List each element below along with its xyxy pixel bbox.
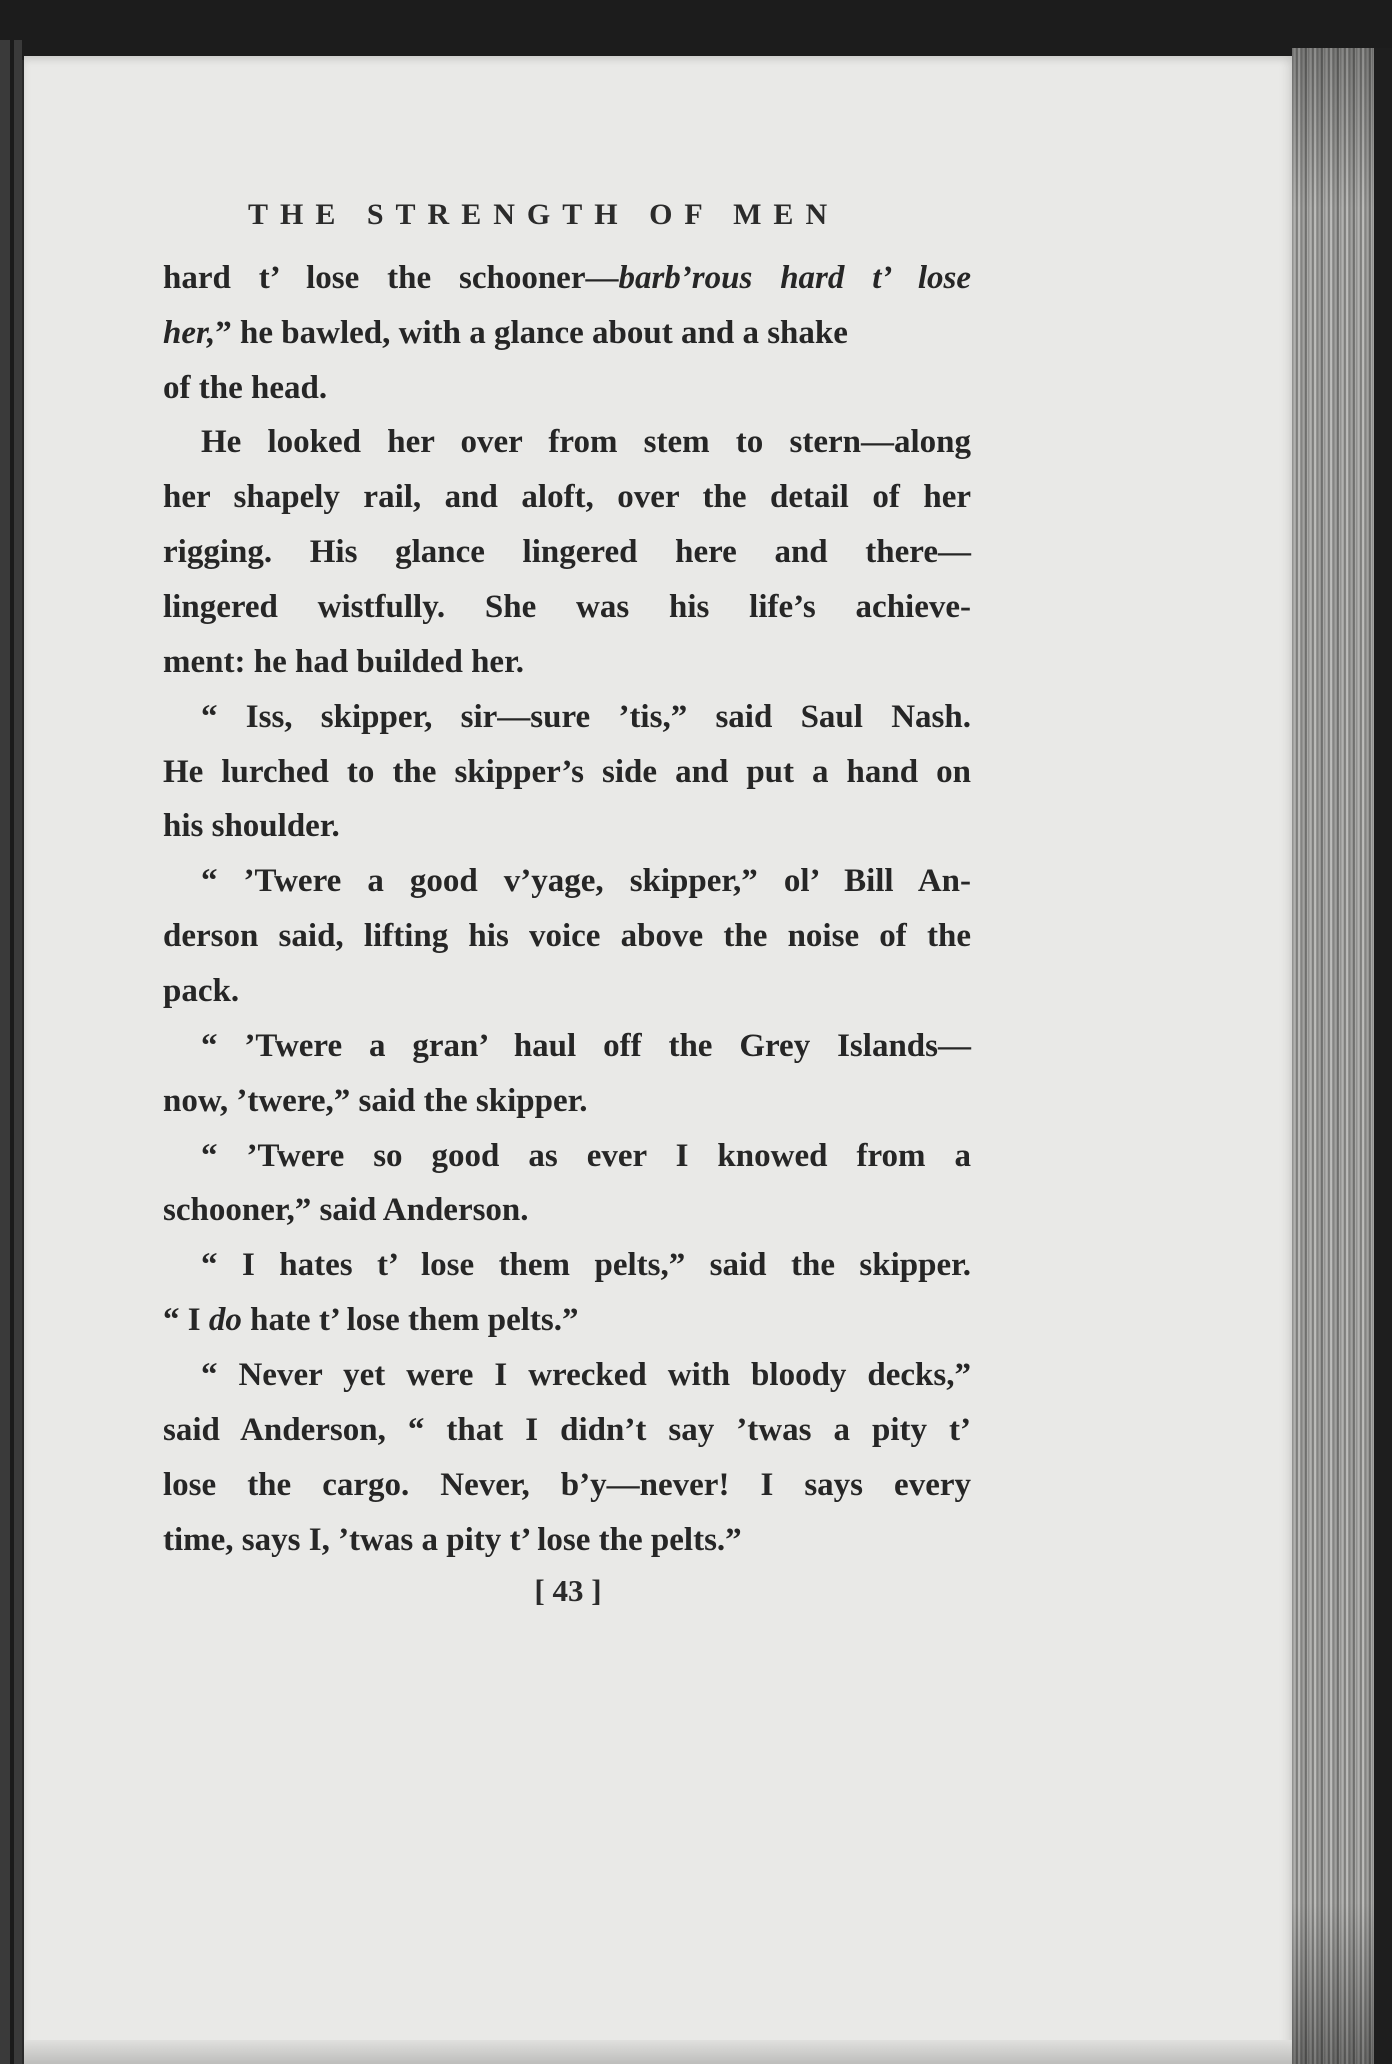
text-run: “ ’Twere a gran’ haul off the Grey Islands—: [201, 1028, 971, 1064]
running-head: THE STRENGTH OF MEN: [248, 198, 840, 231]
text-line: [201, 697, 971, 737]
text-line: [201, 1136, 971, 1176]
text-line: [163, 971, 971, 1011]
text-run: lingered wistfully. She was his life’s achieve-: [163, 589, 971, 625]
text-run: “ ’Twere a good v’yage, skipper,” ol’ Bill An-: [201, 863, 971, 899]
text-run: “ Never yet were I wrecked with bloody decks,”: [201, 1357, 971, 1393]
text-line: [163, 916, 971, 956]
page-bottom-edge: [24, 2040, 1294, 2064]
text-run: He looked her over from stem to stern—along: [201, 424, 971, 460]
text-line: [201, 422, 971, 462]
text-line: [163, 752, 971, 792]
text-line: [201, 1245, 971, 1285]
text-line: [163, 1520, 971, 1560]
text-run: hate t’ lose them pelts.”: [241, 1302, 579, 1338]
page-fore-edge: [1292, 48, 1392, 2064]
text-line: [163, 368, 971, 408]
text-line: [201, 1355, 971, 1395]
text-line: [163, 1190, 971, 1230]
text-run: now, ’twere,” said the skipper.: [163, 1083, 588, 1119]
page-number: [ 43 ]: [534, 1573, 602, 1608]
text-run: “ I: [163, 1302, 209, 1338]
text-line: [163, 642, 971, 682]
text-run: ment: he had builded her.: [163, 644, 524, 680]
text-line: [163, 477, 971, 517]
text-run: rigging. His glance lingered here and there—: [163, 534, 971, 570]
text-line: [163, 1410, 971, 1450]
text-line: [163, 1300, 971, 1340]
text-line: [163, 532, 971, 572]
italic-run: do: [208, 1302, 242, 1338]
text-run: derson said, lifting his voice above the noise of the: [163, 918, 971, 954]
text-line: [163, 587, 971, 627]
text-line: [163, 806, 971, 846]
text-line: [163, 313, 971, 353]
text-run: his shoulder.: [163, 808, 340, 844]
text-line: [163, 258, 971, 298]
italic-run: her,: [163, 315, 216, 351]
text-line: [201, 861, 971, 901]
text-run: of the head.: [163, 370, 328, 406]
text-run: her shapely rail, and aloft, over the detail of her: [163, 479, 971, 515]
scan-border-top: [0, 0, 1392, 60]
text-run: said Anderson, “ that I didn’t say ’twas a pity t’: [163, 1412, 971, 1448]
text-line: [163, 1465, 971, 1505]
text-run: hard t’ lose the schooner—: [163, 260, 619, 296]
text-line: [201, 1026, 971, 1066]
binding-edge: [0, 40, 22, 2064]
text-line: [163, 1081, 971, 1121]
text-run: time, says I, ’twas a pity t’ lose the pelts.”: [163, 1522, 742, 1558]
text-run: “ Iss, skipper, sir—sure ’tis,” said Saul Nash.: [201, 699, 971, 735]
text-run: “ ’Twere so good as ever I knowed from a: [201, 1138, 971, 1174]
italic-run: barb’rous hard t’ lose: [618, 260, 971, 296]
text-run: schooner,” said Anderson.: [163, 1192, 529, 1228]
text-run: He lurched to the skipper’s side and put a hand on: [163, 754, 971, 790]
text-run: pack.: [163, 973, 240, 1009]
text-run: lose the cargo. Never, b’y—never! I says every: [163, 1467, 971, 1503]
text-run: ” he bawled, with a glance about and a shake: [215, 315, 848, 351]
text-run: “ I hates t’ lose them pelts,” said the skipper.: [201, 1247, 971, 1283]
